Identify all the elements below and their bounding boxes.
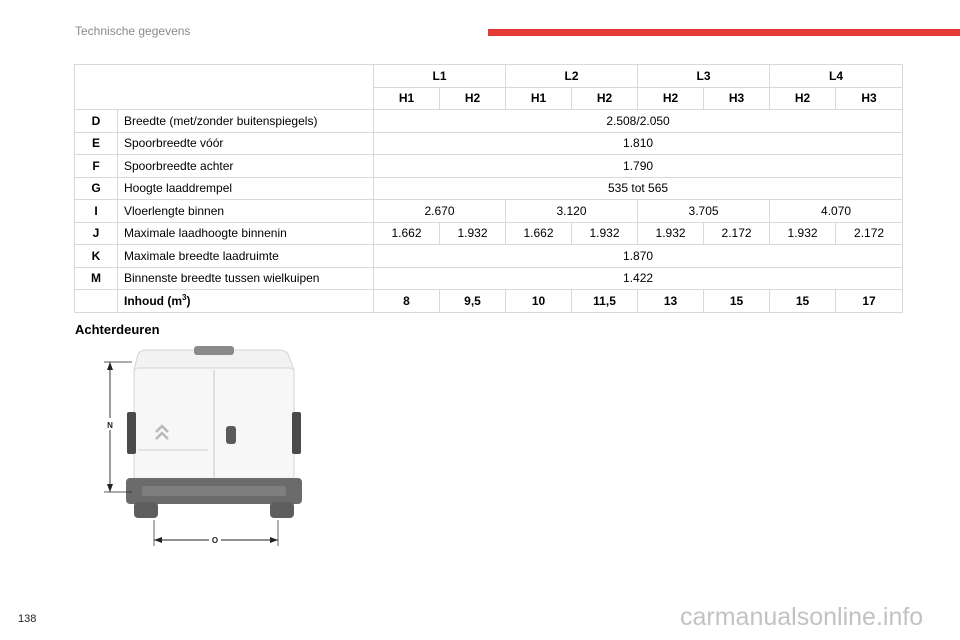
length-header: L4 [770, 65, 903, 88]
height-header: H3 [836, 87, 903, 110]
height-header: H2 [572, 87, 638, 110]
length-header-row [75, 65, 903, 88]
dimension-label: Vloerlengte binnen [118, 200, 374, 223]
dimension-code: M [75, 267, 118, 290]
table-row [75, 132, 903, 155]
height-header: H2 [638, 87, 704, 110]
volume-row [75, 290, 903, 313]
section-title: Technische gegevens [75, 24, 191, 38]
dimension-value: 3.120 [506, 200, 638, 223]
dimension-value: 1.932 [770, 222, 836, 245]
volume-label: Inhoud $(m^3)$ [118, 290, 374, 313]
volume-code-cell [75, 290, 118, 313]
header-blank-cell [75, 65, 374, 110]
length-header: L1 [374, 65, 506, 88]
volume-value: 9,5 [440, 290, 506, 313]
height-header: H1 [506, 87, 572, 110]
dimension-label: Maximale laadhoogte binnenin [118, 222, 374, 245]
dimension-label: Spoorbreedte achter [118, 155, 374, 178]
table-row [75, 200, 903, 223]
volume-value: 10 [506, 290, 572, 313]
watermark: carmanualsonline.info [680, 603, 924, 631]
dimension-code: G [75, 177, 118, 200]
dimension-code: I [75, 200, 118, 223]
height-header: H1 [374, 87, 440, 110]
volume-value: 15 [704, 290, 770, 313]
volume-value: 15 [770, 290, 836, 313]
dimension-value: 1.790 [374, 155, 903, 178]
dimension-code: J [75, 222, 118, 245]
dimension-n-label: N [107, 421, 113, 430]
dimension-label: Spoorbreedte vóór [118, 132, 374, 155]
table-row [75, 155, 903, 178]
dimension-o-label: O [211, 536, 219, 545]
dimension-label: Binnenste breedte tussen wielkuipen [118, 267, 374, 290]
dimension-value: 1.932 [440, 222, 506, 245]
dimension-value: 2.172 [836, 222, 903, 245]
length-header: L3 [638, 65, 770, 88]
dimension-value: 1.422 [374, 267, 903, 290]
height-header: H2 [440, 87, 506, 110]
length-header: L2 [506, 65, 638, 88]
dimension-value: 1.662 [374, 222, 440, 245]
dimension-value: 2.508/2.050 [374, 110, 903, 133]
table-row [75, 267, 903, 290]
dimension-value: 1.662 [506, 222, 572, 245]
dimension-code: F [75, 155, 118, 178]
table-row [75, 222, 903, 245]
page-number: 138 [18, 613, 37, 625]
volume-value: 11,5 [572, 290, 638, 313]
dimension-value: 3.705 [638, 200, 770, 223]
dimension-code: D [75, 110, 118, 133]
dimension-code: E [75, 132, 118, 155]
height-header: H2 [770, 87, 836, 110]
dimension-label: Maximale breedte laadruimte [118, 245, 374, 268]
dimension-value: 535 tot 565 [374, 177, 903, 200]
table-row [75, 110, 903, 133]
dimensions-table [74, 64, 903, 313]
dimension-value: 1.870 [374, 245, 903, 268]
van-rear-illustration [96, 340, 306, 550]
volume-value: 8 [374, 290, 440, 313]
section-heading: Achterdeuren [75, 322, 160, 337]
dimension-code: K [75, 245, 118, 268]
height-header: H3 [704, 87, 770, 110]
volume-value: 17 [836, 290, 903, 313]
table-row [75, 177, 903, 200]
dimension-value: 2.670 [374, 200, 506, 223]
dimension-value: 1.932 [572, 222, 638, 245]
dimension-label: Hoogte laaddrempel [118, 177, 374, 200]
dimension-value: 1.810 [374, 132, 903, 155]
dimension-label: Breedte (met/zonder buitenspiegels) [118, 110, 374, 133]
van-body [126, 346, 302, 518]
table-row [75, 245, 903, 268]
volume-value: 13 [638, 290, 704, 313]
dimension-value: 4.070 [770, 200, 903, 223]
dimension-value: 2.172 [704, 222, 770, 245]
header-accent-bar [488, 29, 960, 36]
dimension-value: 1.932 [638, 222, 704, 245]
